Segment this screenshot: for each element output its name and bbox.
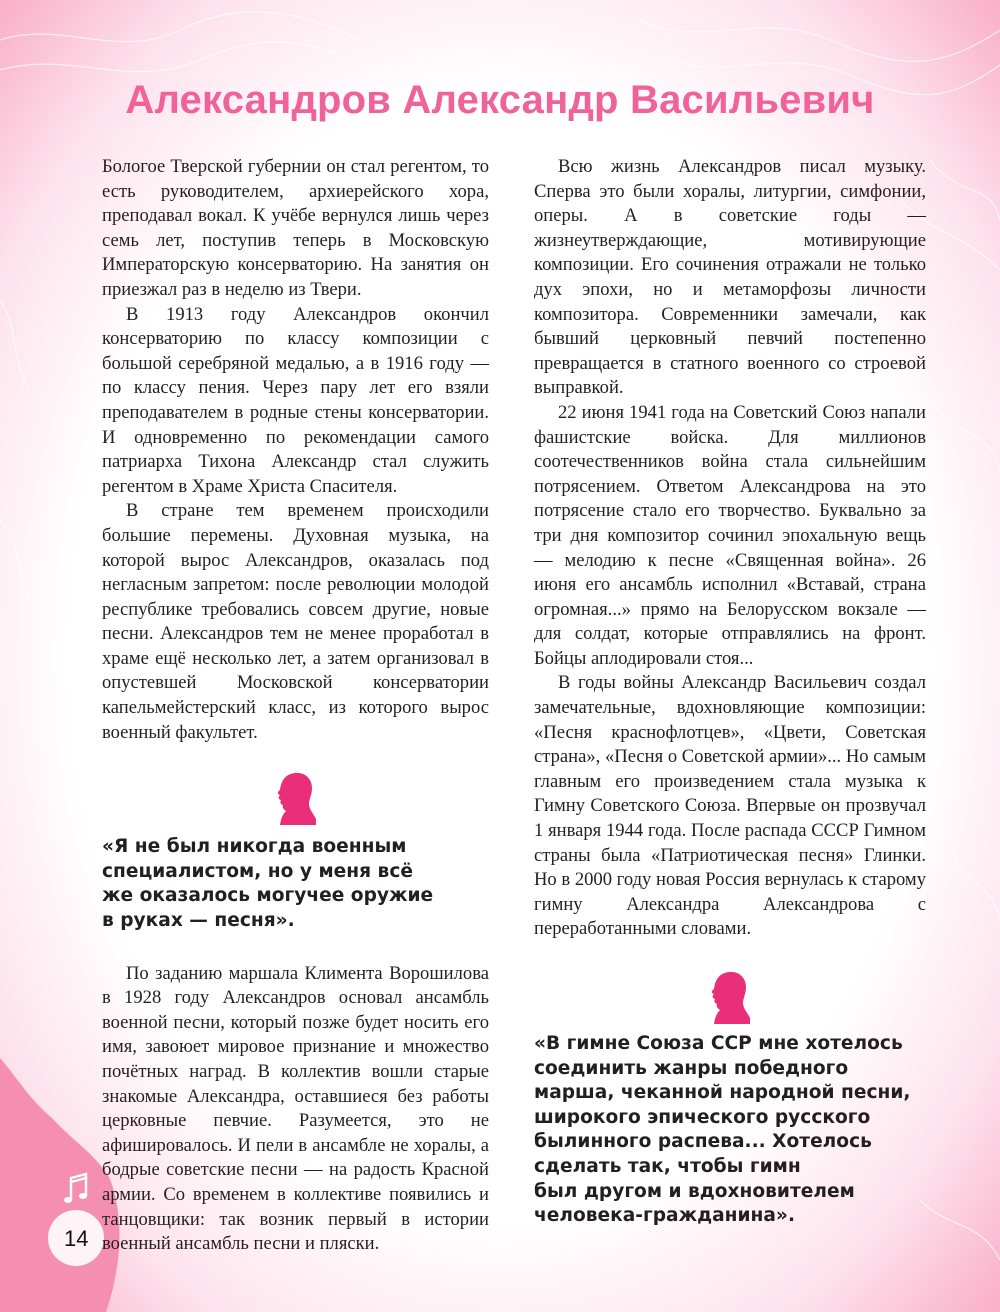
quote-block-left xyxy=(102,771,489,933)
quote-line: «В гимне Союза ССР мне хотелось xyxy=(534,1033,903,1054)
paragraph: В стране тем временем происходили большие перемены. Духовная музыка, на которой вырос Александров, оказалась под негласным запретом: после революции молодой республике требовались совсем другие, новые песни. Александров тем не менее проработал в храме ещё несколько лет, а затем организовал в опустевшей Московской консерватории капельмейстерский класс, из которого вырос военный факультет. xyxy=(102,500,489,743)
paragraph: По заданию маршала Климента Ворошилова в 1928 году Александров основал ансамбль военной песни, который позже будет носить его имя, завоюет мировое признание и множество почётных наград. В коллектив вошли старые знакомые Александра, оставшиеся без работы церковные певчие. Разумеется, это не афишировалось. И пели в ансамбле не хоралы, а бодрые советские песни — на радость Красной армии. Со временем в коллективе появились и танцовщики: так возник первый в истории военный ансамбль песни и пляски. xyxy=(102,962,489,1255)
paragraph: Бологое Тверской губернии он стал регентом, то есть руководителем, архиерейского хора, преподавал вокал. К учёбе вернулся лишь через семь лет, поступив теперь в Московскую Императорскую консерваторию. На занятия он приезжал раз в неделю из Твери. xyxy=(102,156,489,300)
quote-block-right xyxy=(534,970,926,1229)
quote-line: был другом и вдохновителем xyxy=(534,1180,855,1202)
music-note-icon xyxy=(62,1172,90,1208)
quote-line: сделать так, чтобы гимн xyxy=(534,1155,801,1177)
paragraph: В 1913 году Александров окончил консерваторию по классу композиции с большой серебряной медалью, а в 1916 году — по классу пения. Через пару лет его взяли преподавателем в родные стены консерватории. И одновременно по рекомендации самого патриарха Тихона Александр стал служить регентом в Храме Христа Спасителя. xyxy=(102,303,489,497)
right-column xyxy=(534,155,926,1229)
paragraph: В годы войны Александр Васильевич создал замечательные, вдохновляющие композиции: «Песня краснофлотцев», «Цвети, Советская страна», «Песня о Советской армии»... Но самым главным его произведением стала музыка к Гимну Советского Союза. Впервые он прозвучал 1 января 1944 года. После распада СССР Гимном страны была «Патриотическая песня» Глинки. Но в 2000 году новая Россия вернулась к старому гимну Александра Александрова с переработанными словами. xyxy=(534,672,926,940)
quote-line: человека-гражданина». xyxy=(534,1205,796,1227)
left-column xyxy=(102,155,489,1257)
profile-silhouette-icon xyxy=(275,771,317,825)
quote-line: соединить жанры победного xyxy=(534,1057,849,1079)
quote-line: же оказалось могучее оружие xyxy=(102,885,434,907)
paragraph: 22 июня 1941 года на Советский Союз напали фашистские войска. Для миллионов соотечественников война стала сильнейшим потрясением. Ответом Александрова на это потрясение стало его творчество. Буквально за три дня композитор сочинил эпохальную вещь — мелодию к песне «Священная война». 26 июня его ансамбль исполнил «Вставай, страна огромная...» прямо на Белорусском вокзале — для солдат, которые отправлялись на фронт. Бойцы аплодировали стоя... xyxy=(534,401,926,669)
quote-line: специалистом, но у меня всё xyxy=(102,860,413,882)
quote-line: широкого эпического русского xyxy=(534,1106,871,1128)
page-title: Александров Александр Васильевич xyxy=(125,78,875,122)
quote-line: марша, чеканной народной песни, xyxy=(534,1082,911,1104)
profile-silhouette-icon xyxy=(709,970,751,1024)
quote-line: былинного распева... Хотелось xyxy=(534,1131,872,1153)
paragraph: Всю жизнь Александров писал музыку. Сперва это были хоралы, литургии, симфонии, оперы. А в советские годы — жизнеутверждающие, мотивирующие композиции. Его сочинения отражали не только дух эпохи, но и метаморфозы личности композитора. Современники замечали, как бывший церковный певчий постепенно превращается в статного военного со строевой выправкой. xyxy=(534,156,926,399)
page-number: 14 xyxy=(64,1226,89,1251)
quote-line: «Я не был никогда военным xyxy=(102,836,407,858)
quote-line: в руках — песня». xyxy=(102,910,295,932)
